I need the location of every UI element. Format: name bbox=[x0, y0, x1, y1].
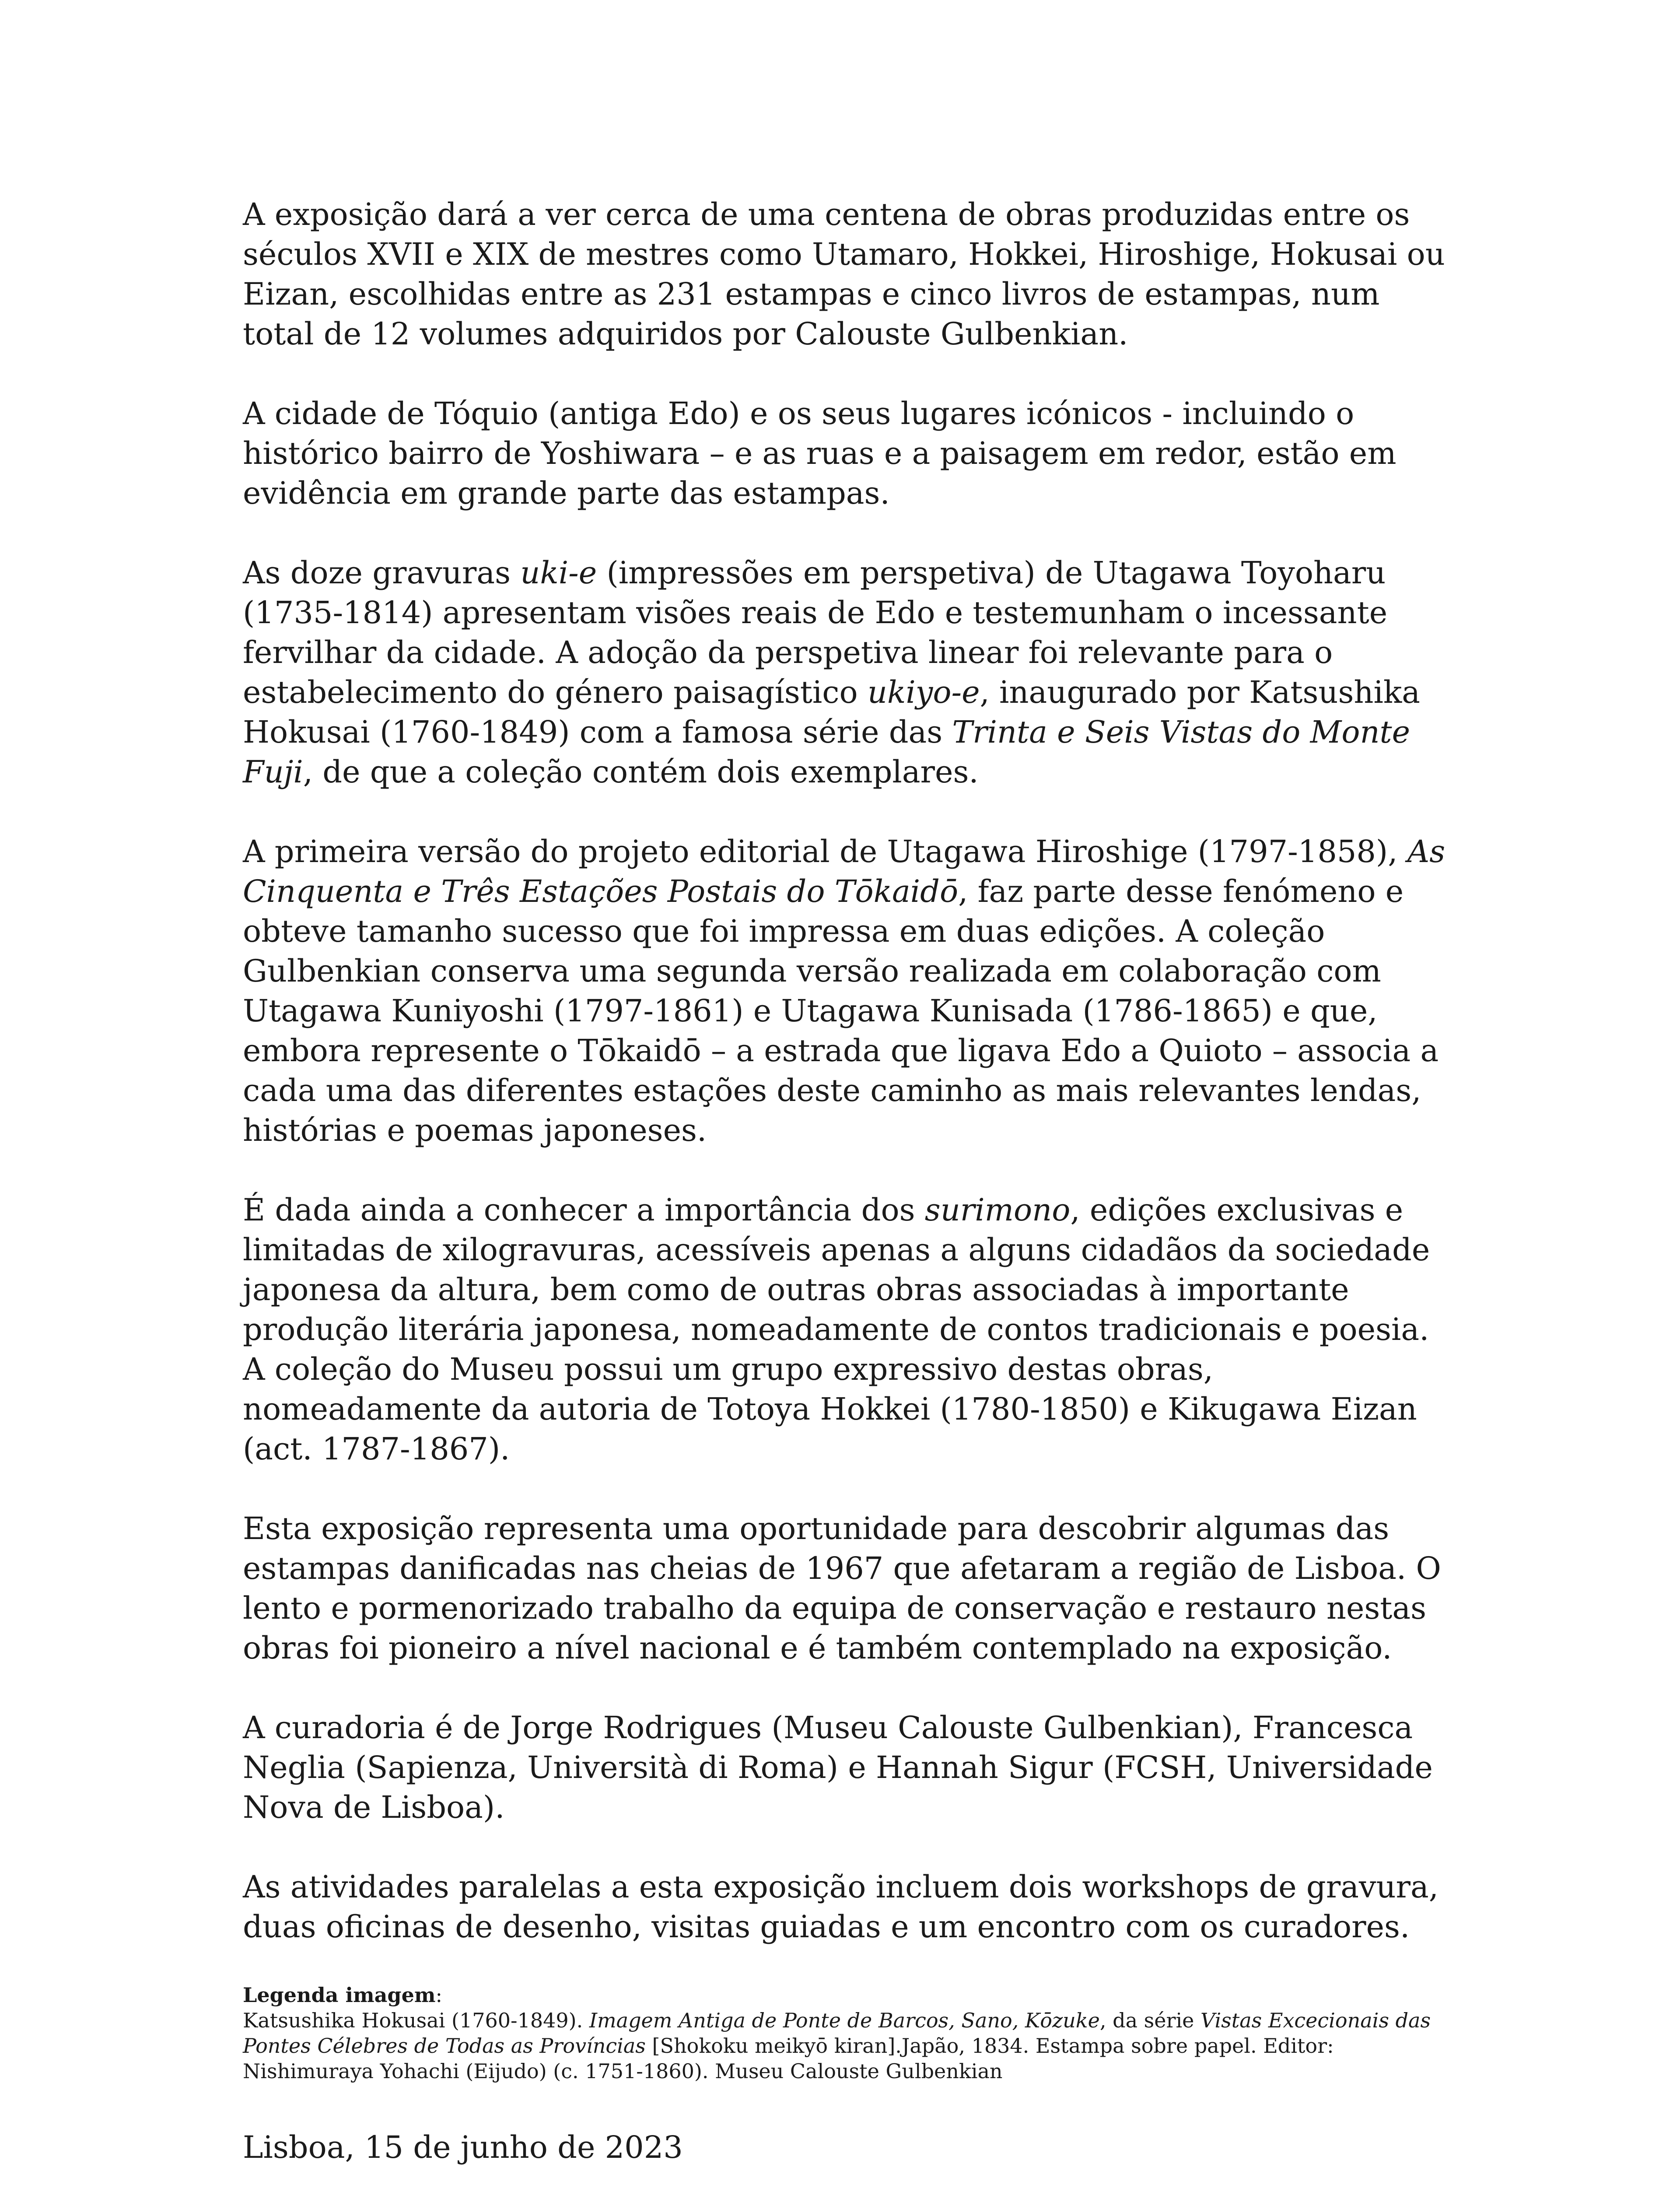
text-run: , faz parte desse fenómeno e obteve tamanho sucesso que foi impressa em duas edições. A coleção Gulbenkian conserva uma segunda versão realizada em colaboração com Utagawa Kuniyoshi (1797-1861) e Utagawa Kunisada (1786-1865) e que, embora represente o Tōkaidō – a estrada que ligava Edo a Quioto – associa a cada uma das diferentes estações deste caminho as mais relevantes lendas, histórias e poemas japoneses. bbox=[243, 873, 1439, 1148]
caption-text-run: , da série bbox=[1099, 2009, 1201, 2032]
italic-term: uki-e bbox=[520, 555, 597, 591]
text-run: É dada ainda a conhecer a importância dos bbox=[243, 1192, 925, 1228]
paragraph-text: Esta exposição representa uma oportunidade para descobrir algumas das estampas danificadas nas cheias de 1967 que afetaram a região de Lisboa. O lento e pormenorizado trabalho da equipa de conservação e restauro nestas obras foi pioneiro a nível nacional e é também contemplado na exposição. bbox=[243, 1511, 1441, 1666]
paragraph-hiroshige-tokaido bbox=[243, 832, 1459, 1150]
text-run: , inaugurado por Katsushika Hokusai (1760-1849) com a famosa série das bbox=[243, 674, 1421, 750]
paragraph-tokyo-edo bbox=[243, 394, 1459, 513]
paragraph-text: As atividades paralelas a esta exposição incluem dois workshops de gravura, duas oficinas de desenho, visitas guiadas e um encontro com os curadores. bbox=[243, 1869, 1439, 1945]
paragraph-text: A cidade de Tóquio (antiga Edo) e os seus lugares icónicos - incluindo o histórico bairro de Yoshiwara – e as ruas e a paisagem em redor, estão em evidência em grande parte das estampas. bbox=[243, 396, 1396, 511]
text-run: As doze gravuras bbox=[243, 555, 521, 591]
paragraph-text: A curadoria é de Jorge Rodrigues (Museu Calouste Gulbenkian), Francesca Neglia (Sapienza, Università di Roma) e Hannah Sigur (FCSH, Universidade Nova de Lisboa). bbox=[243, 1710, 1433, 1825]
caption-italic-title: Vistas Excecionais das Pontes Célebres de Todas as Províncias bbox=[243, 2009, 1431, 2058]
paragraph-exhibition-intro bbox=[243, 195, 1459, 354]
paragraph-text: A exposição dará a ver cerca de uma centena de obras produzidas entre os séculos XVII e XIX de mestres como Utamaro, Hokkei, Hiroshige, Hokusai ou Eizan, escolhidas entre as 231 estampas e cinco livros de estampas, num total de 12 volumes adquiridos por Calouste Gulbenkian. bbox=[243, 196, 1445, 352]
italic-term: surimono bbox=[924, 1192, 1071, 1228]
paragraph-activities bbox=[243, 1867, 1459, 1947]
italic-title: Trinta e Seis Vistas do Monte Fuji bbox=[243, 714, 1410, 790]
caption-text-run: [Shokoku meikyō kiran].Japão, 1834. Estampa sobre papel. Editor: Nishimuraya Yohachi (Eijudo) (c. 1751-1860). Museu Calouste Gulbenkian bbox=[243, 2034, 1334, 2083]
text-run: A primeira versão do projeto editorial de Utagawa Hiroshige (1797-1858), bbox=[243, 834, 1407, 870]
italic-term: ukiyo-e bbox=[867, 674, 980, 710]
caption-colon: : bbox=[435, 1983, 443, 2007]
dateline: Lisboa, 15 de junho de 2023 bbox=[243, 2129, 683, 2165]
paragraph-curators bbox=[243, 1708, 1459, 1827]
italic-title: As Cinquenta e Três Estações Postais do Tōkaidō bbox=[243, 834, 1446, 909]
paragraph-flood-conservation bbox=[243, 1509, 1459, 1668]
paragraph-uki-e bbox=[243, 553, 1459, 792]
caption-text-run: Katsushika Hokusai (1760-1849). bbox=[243, 2009, 589, 2032]
caption-title: Legenda imagem bbox=[243, 1983, 436, 2007]
caption-italic-title: Imagem Antiga de Ponte de Barcos, Sano, Kōzuke bbox=[589, 2009, 1100, 2032]
image-caption bbox=[243, 1982, 1459, 2084]
paragraph-surimono bbox=[243, 1190, 1459, 1469]
text-run: , edições exclusivas e limitadas de xilogravuras, acessíveis apenas a alguns cidadãos da sociedade japonesa da altura, bem como de outras obras associadas à importante produção literária japonesa, nomeadamente de contos tradicionais e poesia. A coleção do Museu possui um grupo expressivo destas obras, nomeadamente da autoria de Totoya Hokkei (1780-1850) e Kikugawa Eizan (act. 1787-1867). bbox=[243, 1192, 1430, 1467]
text-run: (impressões em perspetiva) de Utagawa Toyoharu (1735-1814) apresentam visões reais de Edo e testemunham o incessante fervilhar da cidade. A adoção da perspetiva linear foi relevante para o estabelecimento do género paisagístico bbox=[243, 555, 1388, 710]
text-run: , de que a coleção contém dois exemplares. bbox=[303, 754, 979, 790]
document-body bbox=[243, 195, 1459, 2167]
